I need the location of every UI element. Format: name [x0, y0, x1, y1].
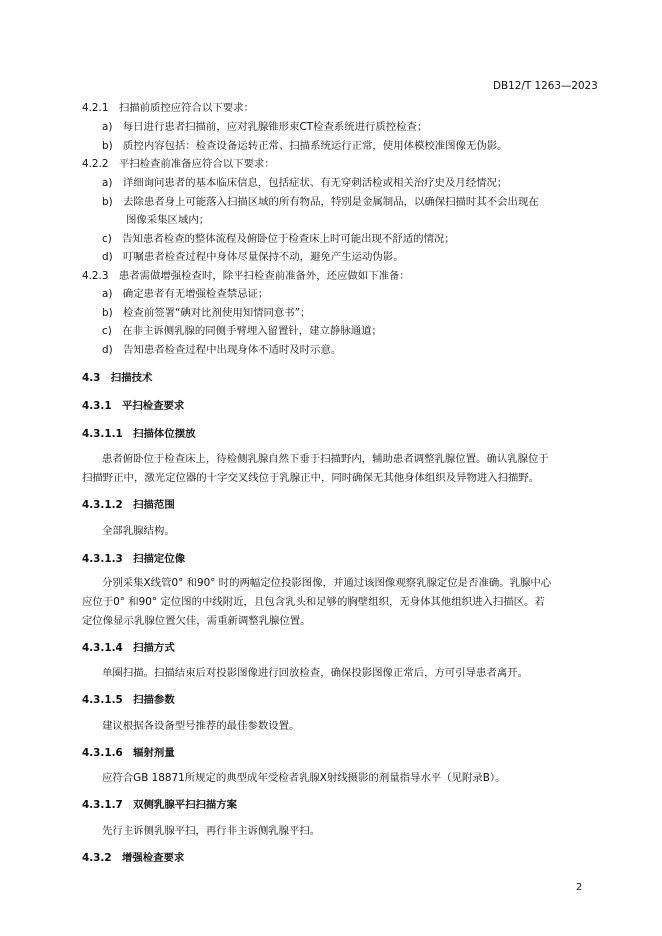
- paragraph-line: 应符合GB 18871所规定的典型成年受检者乳腺X射线摄影的剂量指导水平（见附录B）。: [102, 772, 506, 784]
- clause-4-2-1: 4.2.1 扫描前质控应符合以下要求：: [82, 102, 254, 114]
- section-heading-4-3-1-3: 4.3.1.3 扫描定位像: [82, 553, 186, 565]
- section-heading-4-3-1-4: 4.3.1.4 扫描方式: [82, 642, 175, 654]
- list-item: a) 确定患者有无增强检查禁忌证；: [102, 288, 269, 300]
- paragraph-line: 单圈扫描。扫描结束后对投影图像进行回放检查，确保投影图像正常后，方可引导患者离开。: [102, 667, 529, 679]
- page-number: 2: [576, 882, 583, 893]
- paragraph-line: 扫描野正中，激光定位器的十字交叉线位于乳腺正中，同时确保无其他身体组织及异物进入扫描野。: [82, 472, 540, 484]
- list-item: c) 告知患者检查的整体流程及俯卧位于检查床上时可能出现不舒适的情况；: [102, 233, 455, 245]
- list-item: b) 质控内容包括：检查设备运转正常、扫描系统运行正常，使用体模校准图像无伪影。: [102, 140, 508, 152]
- clause-4-2-3: 4.2.3 患者需做增强检查时，除平扫检查前准备外，还应做如下准备：: [82, 270, 410, 282]
- list-item: d) 告知患者检查过程中出现身体不适时及时示意。: [102, 344, 342, 356]
- section-heading-4-3-1-7: 4.3.1.7 双侧乳腺平扫扫描方案: [82, 799, 238, 811]
- list-item: b) 检查前签署“碘对比剂使用知情同意书”；: [102, 307, 311, 319]
- paragraph-line: 分别采集X线管0° 和90° 时的两幅定位投影图像，并通过该图像观察乳腺定位是否准确。乳腺中心: [102, 577, 552, 589]
- section-heading-4-3-1-6: 4.3.1.6 辐射剂量: [82, 747, 175, 759]
- paragraph-line: 全部乳腺结构。: [102, 525, 175, 537]
- list-item: a) 详细询问患者的基本临床信息，包括症状、有无穿刺活检或相关治疗史及月经情况；: [102, 177, 508, 189]
- section-heading-4-3-1-1: 4.3.1.1 扫描体位摆放: [82, 428, 196, 440]
- section-heading-4-3-2: 4.3.2 增强检查要求: [82, 852, 185, 864]
- section-heading-4-3-1-2: 4.3.1.2 扫描范围: [82, 499, 175, 511]
- list-item: d) 叮嘱患者检查过程中身体尽量保持不动，避免产生运动伪影。: [102, 251, 404, 263]
- list-item: b) 去除患者身上可能落入扫描区域的所有物品，特别是金属制品，以确保扫描时其不会出现在: [102, 196, 539, 208]
- clause-4-2-2: 4.2.2 平扫检查前准备应符合以下要求：: [82, 158, 275, 170]
- document-code: DB12/T 1263—2023: [493, 80, 598, 92]
- section-heading-4-3-1-5: 4.3.1.5 扫描参数: [82, 694, 175, 706]
- list-item-continuation: 图像采集区域内；: [126, 214, 210, 226]
- paragraph-line: 建议根据各设备型号推荐的最佳参数设置。: [102, 720, 300, 732]
- section-heading-4-3-1: 4.3.1 平扫检查要求: [82, 400, 185, 412]
- paragraph-line: 患者俯卧位于检查床上，待检侧乳腺自然下垂于扫描野内，辅助患者调整乳腺位置。确认乳腺位于: [102, 453, 549, 465]
- paragraph-line: 应位于0° 和90° 定位图的中线附近，且包含乳头和足够的胸壁组织，无身体其他组织进入扫描区。若: [82, 596, 545, 608]
- paragraph-line: 定位像显示乳腺位置欠佳，需重新调整乳腺位置。: [82, 615, 311, 627]
- list-item: a) 每日进行患者扫描前，应对乳腺锥形束CT检查系统进行质控检查；: [102, 121, 428, 133]
- paragraph-line: 先行主诉侧乳腺平扫，再行非主诉侧乳腺平扫。: [102, 825, 321, 837]
- list-item: c) 在非主诉侧乳腺的同侧手臂埋入留置针，建立静脉通道；: [102, 325, 382, 337]
- section-heading-4-3: 4.3 扫描技术: [82, 372, 153, 384]
